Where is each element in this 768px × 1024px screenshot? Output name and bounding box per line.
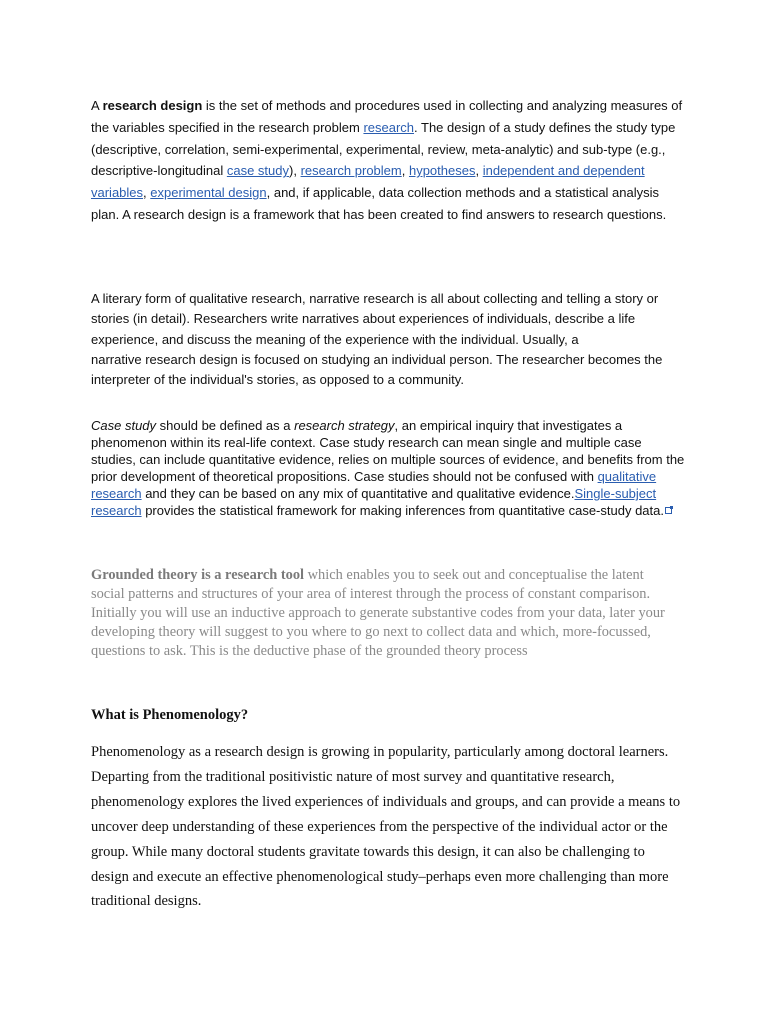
link-independent-dependent-variables[interactable]: independent and dependent variables bbox=[91, 163, 645, 201]
text: and they can be based on any mix of quantitative and qualitative evidence. bbox=[141, 486, 575, 501]
link-qualitative-research[interactable]: qualitative research bbox=[91, 469, 657, 501]
link-hypotheses[interactable]: hypotheses bbox=[408, 163, 476, 179]
external-link-icon[interactable] bbox=[665, 507, 672, 514]
text: provides the statistical framework for making inferences from quantitative case-study data. bbox=[141, 503, 664, 518]
link-case-study[interactable]: case study bbox=[226, 163, 290, 179]
text: , bbox=[401, 163, 409, 179]
paragraph-grounded-theory bbox=[91, 566, 676, 661]
link-research[interactable]: research bbox=[363, 119, 415, 135]
paragraph-research-design bbox=[91, 95, 686, 226]
link-experimental-design[interactable]: experimental design bbox=[150, 185, 267, 201]
text: ), bbox=[289, 163, 301, 179]
term-research-strategy: research strategy bbox=[294, 418, 395, 433]
text: , an empirical inquiry that investigates a phenomenon within its real-life context. Case study research can mean single and multiple case studies, can include quantitative evidence, relies on multiple sources of evidence, and benefits from the prior development of theoretical propositions. Case studies should not be confused with bbox=[91, 418, 685, 484]
text: A literary form of qualitative research, narrative research is all about collecting and telling a story or stories (in detail). Researchers write narratives about experiences of individuals, describe a life experience, and discuss the meaning of the experience with the individual. Usually, a bbox=[91, 291, 659, 347]
link-single-subject-research[interactable]: Single-subject research bbox=[91, 486, 657, 518]
paragraph-case-study bbox=[91, 417, 686, 519]
text: narrative research design is focused on studying an individual person. The researcher becomes the interpreter of the individual's stories, as opposed to a community. bbox=[91, 351, 663, 388]
text: A bbox=[91, 98, 103, 113]
term-grounded-theory: Grounded theory is a research tool bbox=[91, 567, 305, 583]
text: should be defined as a bbox=[156, 418, 295, 433]
term-case-study: Case study bbox=[91, 418, 157, 433]
paragraph-phenomenology: Phenomenology as a research design is growing in popularity, particularly among doctoral learners. Departing from the traditional positivistic nature of most survey and quantitative research, phenomenology explores the lived experiences of individuals and groups, and can provide a means to uncover deep understanding of these experiences from the perspective of the individual actor or the group. While many doctoral students gravitate towards this design, it can also be challenging to design and execute an effective phenomenological study–perhaps even more challenging than more traditional designs. bbox=[91, 744, 681, 910]
heading-phenomenology: What is Phenomenology? bbox=[91, 707, 249, 723]
text: , and, if applicable, data collection methods and a statistical analysis plan. A research design is a framework that has been created to find answers to research questions. bbox=[91, 185, 667, 222]
paragraph-narrative-research bbox=[91, 289, 686, 390]
term-research-design: research design bbox=[102, 98, 203, 113]
text: , bbox=[475, 163, 483, 179]
text: is the set of methods and procedures used in collecting and analyzing measures of the variables specified in the research problem bbox=[91, 98, 683, 135]
text: . The design of a study defines the study type (descriptive, correlation, semi-experimental, experimental, review, meta-analytic) and sub-type (e.g., descriptive-longitudinal bbox=[91, 119, 676, 179]
text: , bbox=[143, 185, 151, 201]
text: which enables you to seek out and conceptualise the latent social patterns and structures of your area of interest through the process of constant comparison. Initially you will use an inductive approach to generate substantive codes from your data, later your developing theory will suggest to you where to go next to collect data and which, more-focussed, questions to ask. This is the deductive phase of the grounded theory process bbox=[91, 567, 665, 659]
link-research-problem[interactable]: research problem bbox=[300, 163, 402, 179]
